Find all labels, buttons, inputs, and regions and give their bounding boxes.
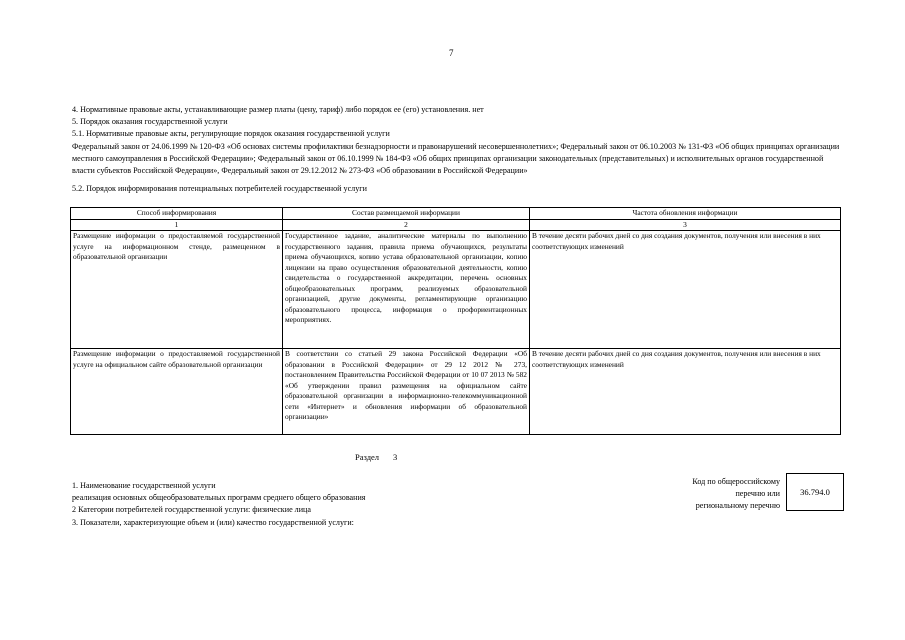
section-number: 3 [393, 452, 398, 462]
item-5-line: 5. Порядок оказания государственной услуги [72, 117, 228, 127]
code-label-line: перечню или [735, 489, 780, 499]
table-row [71, 231, 841, 349]
method-cell: Размещение информации о предоставляемой государственной услуге на официальном сайте образовательной организации [71, 349, 283, 435]
service-description [72, 480, 366, 529]
information-table [70, 207, 841, 435]
service-name-heading: 1. Наименование государственной услуги [72, 481, 216, 490]
section-label: Раздел [355, 452, 380, 462]
frequency-cell: В течение десяти рабочих дней со дня создания документов, получения или внесения в них соответствующих изменений [530, 349, 841, 435]
code-label [650, 476, 780, 513]
laws-paragraph: Федеральный закон от 24.06.1999 № 120-ФЗ «Об основах системы профилактики безнадзорности и правонарушений несовершеннолетних»; Федеральный закон от 06.10.2003 № 131-ФЗ «Об общих принципах организации местного самоуправления в Российской Федерации»; Федеральный закон от 06.10.1999 № 184-ФЗ «Об общих принципах организации законодательных (представительных) и исполнительных органов государственной власти субъектов Российской Федерации», Федеральный закон от 29.12.2012 № 273-ФЗ «Об образовании в Российской Федерации» [72, 141, 840, 176]
service-name: реализация основных общеобразовательных программ среднего общего образования [72, 493, 366, 503]
table-number-row [71, 219, 841, 231]
intro-section [72, 104, 842, 195]
content-cell: Государственное задание, аналитические материалы по выполнению государственного задания, правила приема обучающихся, результаты приема обучающихся, копию устава образовательной организации, копию лицензии на право осуществления образовательной деятельности, копию свидетельства о государственной аккредитации, перечень основных общеобразовательных программ, реализуемых образовательной организацией, другие документы, регламентирующие организацию образовательного процесса, информация о профориентационных мероприятиях. [283, 231, 530, 349]
item-5-1-line: 5.1. Нормативные правовые акты, регулирующие порядок оказания государственной услуги [72, 129, 390, 139]
table-row [71, 349, 841, 435]
code-label-line: Код по общероссийскому [692, 477, 780, 486]
header-content: Состав размещаемой информации [283, 208, 530, 220]
header-frequency: Частота обновления информации [530, 208, 841, 220]
frequency-cell: В течение десяти рабочих дней со дня создания документов, получения или внесения в них соответствующих изменений [530, 231, 841, 349]
code-label-line: региональному перечню [695, 501, 780, 511]
item-4-line: 4. Нормативные правовые акты, устанавливающие размер платы (цену, тариф) либо порядок ее (его) установления. нет [72, 105, 484, 114]
content-cell: В соответствии со статьей 29 закона Российской Федерации «Об образовании в Российской Федерации» от 29 12 2012 № 273, постановлением Правительства Российской Федерации от 10 07 2013 № 582 «Об утверждении правил размещения на официальном сайте образовательной организации в информационно-телекоммуникационной сети «Интернет» и обновления информации об образовательной организации» [283, 349, 530, 435]
consumer-category: 2 Категории потребителей государственной услуги: физические лица [72, 505, 311, 515]
indicators-heading: 3. Показатели, характеризующие объем и (или) качество государственной услуги: [72, 517, 354, 527]
header-method: Способ информирования [71, 208, 283, 220]
method-cell: Размещение информации о предоставляемой государственной услуге на информационном стенде, размещенном в образовательной организации [71, 231, 283, 349]
page-number: 7 [449, 48, 454, 58]
item-5-2-line: 5.2. Порядок информирования потенциальных потребителей государственной услуги [72, 184, 367, 194]
column-number: 3 [530, 219, 841, 231]
registry-code-box: 36.794.0 [786, 473, 844, 511]
column-number: 2 [283, 219, 530, 231]
section-heading [355, 452, 397, 462]
table-header-row [71, 208, 841, 220]
column-number: 1 [71, 219, 283, 231]
